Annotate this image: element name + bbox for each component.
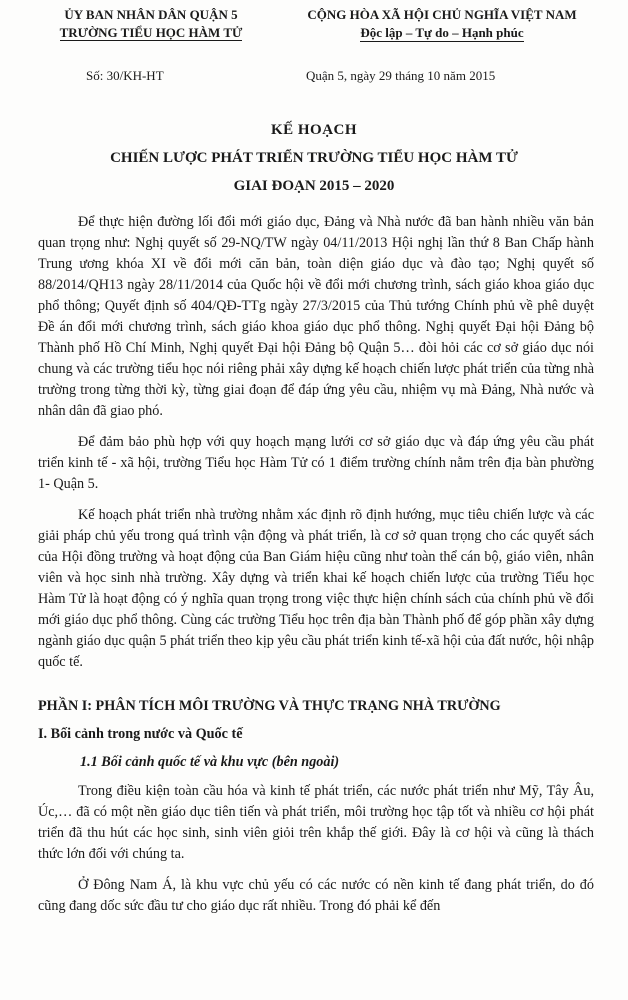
- motto-text: Độc lập – Tự do – Hạnh phúc: [360, 25, 524, 40]
- document-body: [38, 212, 594, 927]
- document-period: GIAI ĐOẠN 2015 – 2020: [233, 178, 395, 194]
- paragraph-planning: Để đảm bảo phù hợp với quy hoạch mạng lưới cơ sở giáo dục và đáp ứng yêu cầu phát triển kinh tế - xã hội, trường Tiểu học Hàm Tử có 1 điểm trường chính nằm trên địa bàn phường 1- Quận 5.: [38, 434, 594, 492]
- paragraph-southeast-asia: Ở Đông Nam Á, là khu vực chủ yếu có các nước có nền kinh tế đang phát triển, do đó cũng đang dốc sức đầu tư cho giáo dục rất nhiều. Trong đó phải kể đến: [38, 877, 594, 914]
- paragraph-global-context: Trong điều kiện toàn cầu hóa và kinh tế phát triển, các nước phát triển như Mỹ, Tây Âu, Úc,… đã có một nền giáo dục tiên tiến và phát triển, môi trường học tập tốt và nhiều cơ hội phát triển đã thu hút các học sinh, sinh viên giỏi trên khắp thế giới. Đây là cơ hội và cũng là thách thức lớn đối với chúng ta.: [38, 783, 594, 862]
- country-name: CỘNG HÒA XÃ HỘI CHỦ NGHĨA VIỆT NAM: [307, 7, 577, 22]
- school-name: [36, 24, 266, 42]
- national-title: [268, 6, 616, 42]
- paragraph-intro: Để thực hiện đường lối đổi mới giáo dục, Đảng và Nhà nước đã ban hành nhiều văn bản quan trọng như: Nghị quyết số 29-NQ/TW ngày 04/11/2013 Hội nghị lần thứ 8 Ban Chấp hành Trung ương khóa XI về đổi mới căn bản, toàn diện giáo dục và đào tạo; Nghị quyết số 88/2014/QH13 ngày 28/11/2014 của Quốc hội về đổi mới chương trình, sách giáo khoa giáo dục phổ thông; Quyết định số 404/QĐ-TTg ngày 27/3/2015 của Thủ tướng Chính phủ về phê duyệt Đề án đổi mới chương trình, sách giáo khoa giáo dục phổ thông. Nghị quyết Đại hội Đảng bộ Thành phố Hồ Chí Minh, Nghị quyết Đại hội Đảng bộ Quận 5… đòi hỏi các cơ sở giáo dục nói chung và các trường tiểu học nói riêng phải xây dựng kế hoạch chiến lược phát triển của từng nhà trường trong từng thời kỳ, từng giai đoạn để đáp ứng yêu cầu, nhiệm vụ mà Đảng, Nhà nước và nhân dân đã giao phó.: [38, 214, 594, 419]
- issue-date: Quận 5, ngày 29 tháng 10 năm 2015: [306, 68, 496, 83]
- reference-number: Số: 30/KH-HT: [86, 68, 164, 83]
- document-header: [0, 6, 628, 86]
- document-title-block: [0, 116, 628, 200]
- document-title: CHIẾN LƯỢC PHÁT TRIỂN TRƯỜNG TIỂU HỌC HÀM TỬ: [110, 150, 518, 166]
- school-name-text: TRƯỜNG TIỂU HỌC HÀM TỬ: [59, 25, 243, 40]
- document-type: KẾ HOẠCH: [270, 122, 358, 138]
- section-heading-part1: PHẦN I: PHÂN TÍCH MÔI TRƯỜNG VÀ THỰC TRẠNG NHÀ TRƯỜNG: [38, 698, 501, 714]
- org-name-line1: ỦY BAN NHÂN DÂN QUẬN 5: [64, 7, 238, 22]
- issuing-organization: [36, 6, 266, 42]
- national-motto: [268, 24, 616, 42]
- paragraph-purpose: Kế hoạch phát triển nhà trường nhằm xác định rõ định hướng, mục tiêu chiến lược và các giải pháp chủ yếu trong quá trình vận động và phát triển, là cơ sở quan trọng cho các quyết sách của Hội đồng trường và hoạt động của Ban Giám hiệu cũng như toàn thể cán bộ, giáo viên, nhân viên và học sinh nhà trường. Xây dựng và triển khai kế hoạch chiến lược của trường Tiểu học Hàm Tử là hoạt động có ý nghĩa quan trọng trong việc thực hiện chính sách của chính phủ về đổi mới giáo dục phổ thông. Cùng các trường Tiểu học trên địa bàn Thành phố để góp phần xây dựng ngành giáo dục quận 5 phát triển theo kịp yêu cầu phát triển kinh tế-xã hội của đất nước, hội nhập quốc tế.: [38, 507, 594, 670]
- subsubsection-heading-international: 1.1 Bối cảnh quốc tế và khu vực (bên ngoài): [80, 754, 340, 770]
- subsection-heading-context: I. Bối cảnh trong nước và Quốc tế: [38, 726, 243, 742]
